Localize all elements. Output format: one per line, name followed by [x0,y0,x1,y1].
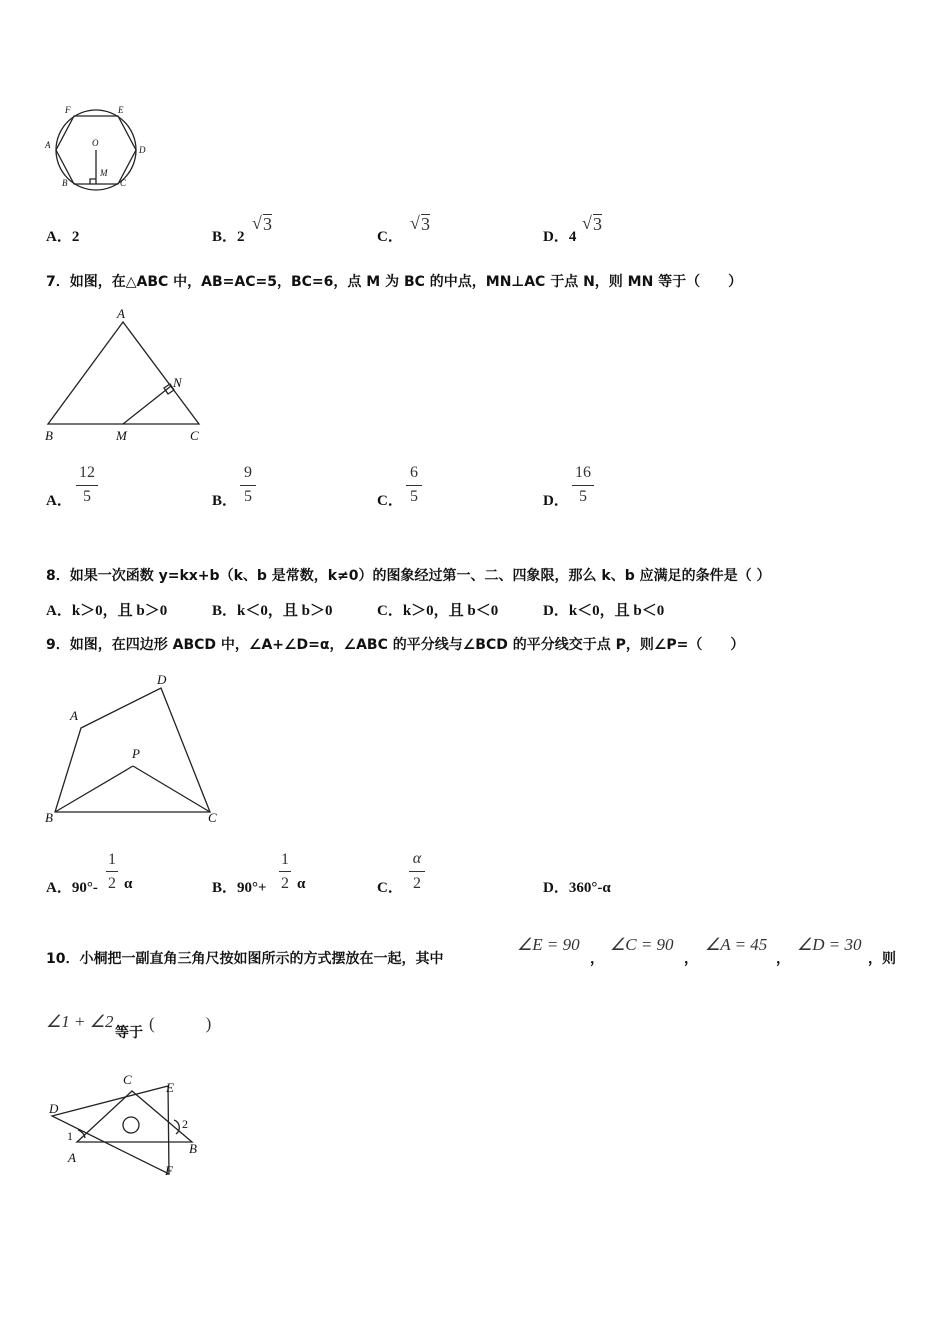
q9-option-a-den: 2 [108,875,116,892]
q7-option-c-letter: C． [377,493,403,509]
q7-option-d[interactable] [543,489,569,510]
q6-option-b-value: 2 [237,229,245,245]
q6-option-c-letter: C． [377,229,403,245]
q10-label-E: E [166,1080,174,1095]
q9-option-d[interactable] [543,876,611,897]
q10-label-D: D [49,1101,59,1116]
q10-label-F: F [165,1163,173,1178]
q7-question-text: 7．如图，在△ABC 中，AB=AC=5，BC=6，点 M 为 BC 的中点，MN⊥AC 于点 N，则 MN 等于（ ） [46,274,743,290]
q9-option-c-num: α [412,850,422,867]
q6-option-b-letter: B． [212,229,238,245]
q8-option-d-value: k＜0，且 b＜0 [568,603,665,619]
q6-label-E: E [118,105,124,115]
q8-question-text: 8．如果一次函数 y=kx+b（k、b 是常数，k≠0）的图象经过第一、二、四象限，那么 k、b 应满足的条件是（ ） [46,568,771,584]
q6-option-b-sqrt-icon: √ [252,213,262,233]
q7-label-M: M [116,428,127,443]
q10-label-1: 1 [67,1129,73,1143]
q6-option-d-radicand: 3 [593,214,602,234]
q9-option-d-letter: D． [543,880,569,896]
q6-option-a-value: 2 [71,229,80,245]
q6-label-B: B [62,178,68,188]
q9-option-a-letter: A． [46,880,72,896]
q8-option-a-letter: A． [46,603,72,619]
q10-answer-paren: ( ) [149,1014,212,1033]
q6-option-a[interactable] [46,225,79,246]
q7-option-d-fraction-bar [572,485,594,486]
q7-option-d-den: 5 [579,488,587,505]
q7-label-N: N [173,375,182,390]
q6-label-O: O [92,138,99,148]
q9-option-b-letter: B． [212,880,238,896]
q6-label-M: M [100,168,108,178]
q7-option-c-den: 5 [410,488,418,505]
q9-option-d-pre: 360°-α [568,880,611,896]
q7-option-b[interactable] [212,489,237,510]
q10-angle-d: ∠D = 30 [797,935,862,954]
q6-label-D: D [139,145,146,155]
q6-option-d-letter: D． [543,229,569,245]
q9-option-b-pre: 90°+ [237,880,267,896]
q8-option-c-letter: C． [377,603,403,619]
q10-label-2: 2 [182,1117,188,1131]
q10-sep-3: ， [776,951,790,967]
q8-option-a-value: k＞0，且 b＞0 [71,603,168,619]
q9-option-b-num: 1 [281,851,289,868]
q6-label-A: A [45,140,51,150]
q10-line2-text: 等于 [115,1025,143,1041]
q9-option-a[interactable] [46,876,98,897]
q7-option-d-letter: D． [543,493,569,509]
q10-sep-1: ， [590,951,604,967]
q6-option-d-sqrt-icon: √ [582,213,592,233]
q9-label-C: C [208,810,217,825]
q9-option-c-den: 2 [413,875,421,892]
q7-label-C: C [190,428,199,443]
q6-option-b[interactable] [212,225,245,246]
q10-angle-c: ∠C = 90 [610,935,674,954]
q6-option-c-radicand: 3 [421,214,430,234]
q7-option-b-fraction-bar [240,485,256,486]
q9-option-b-fraction-bar [279,871,291,872]
q9-option-b-post: α [297,876,306,892]
q7-option-a-den: 5 [83,488,91,505]
q7-option-b-num: 9 [244,464,252,481]
q10-label-A: A [68,1150,76,1165]
q10-question-prefix: 10．小桐把一副直角三角尺按如图所示的方式摆放在一起，其中 [46,951,444,967]
q9-label-B: B [45,810,53,825]
q6-option-c[interactable] [377,225,403,246]
q7-option-b-letter: B． [212,493,238,509]
q10-angle-e: ∠E = 90 [517,935,580,954]
q9-option-c-letter: C． [377,880,403,896]
q9-option-c-fraction-bar [409,871,425,872]
q7-label-A: A [117,306,125,321]
q10-angle-a: ∠A = 45 [705,935,768,954]
q8-option-d-letter: D． [543,603,569,619]
q7-option-c[interactable] [377,489,403,510]
q9-option-c[interactable] [377,876,403,897]
q9-option-a-num: 1 [108,851,116,868]
q9-label-A: A [70,708,78,723]
q9-option-a-post: α [124,876,133,892]
q6-option-b-radicand: 3 [263,214,272,234]
q6-option-a-letter: A． [46,229,72,245]
q7-triangle-diagram [40,310,210,440]
q8-option-c[interactable] [377,599,498,620]
q7-option-a[interactable] [46,489,72,510]
q10-angle-sum: ∠1 + ∠2 [46,1012,114,1031]
q10-label-C: C [123,1072,132,1087]
q9-option-a-fraction-bar [106,871,118,872]
q7-option-a-letter: A． [46,493,72,509]
q7-option-d-num: 16 [575,464,591,481]
q9-option-a-pre: 90°- [71,880,98,896]
q9-quadrilateral-diagram [45,680,235,830]
q8-option-a[interactable] [46,599,167,620]
q8-option-d[interactable] [543,599,664,620]
q8-option-b[interactable] [212,599,332,620]
q10-suffix: ，则 [868,951,896,967]
q6-option-c-sqrt-icon: √ [410,213,420,233]
q7-option-a-fraction-bar [76,485,98,486]
q6-label-F: F [65,105,71,115]
q7-option-c-num: 6 [410,464,418,481]
q7-option-a-num: 12 [79,464,95,481]
q7-option-b-den: 5 [244,488,252,505]
q9-option-b[interactable] [212,876,267,897]
q6-option-d[interactable] [543,225,576,246]
q8-option-b-value: k＜0，且 b＞0 [237,603,333,619]
q9-question-text: 9．如图，在四边形 ABCD 中，∠A+∠D=α，∠ABC 的平分线与∠BCD 的平分线交于点 P，则∠P=（ ） [46,637,745,653]
q6-label-C: C [120,178,127,188]
q9-label-P: P [132,746,140,761]
q8-option-b-letter: B． [212,603,238,619]
q9-option-b-den: 2 [281,875,289,892]
q10-label-B: B [189,1141,197,1156]
q7-label-B: B [45,428,53,443]
q8-option-c-value: k＞0，且 b＜0 [402,603,499,619]
q10-sep-2: ， [684,951,698,967]
q6-option-d-value: 4 [568,229,577,245]
q7-option-c-fraction-bar [406,485,422,486]
q9-label-D: D [157,672,167,687]
